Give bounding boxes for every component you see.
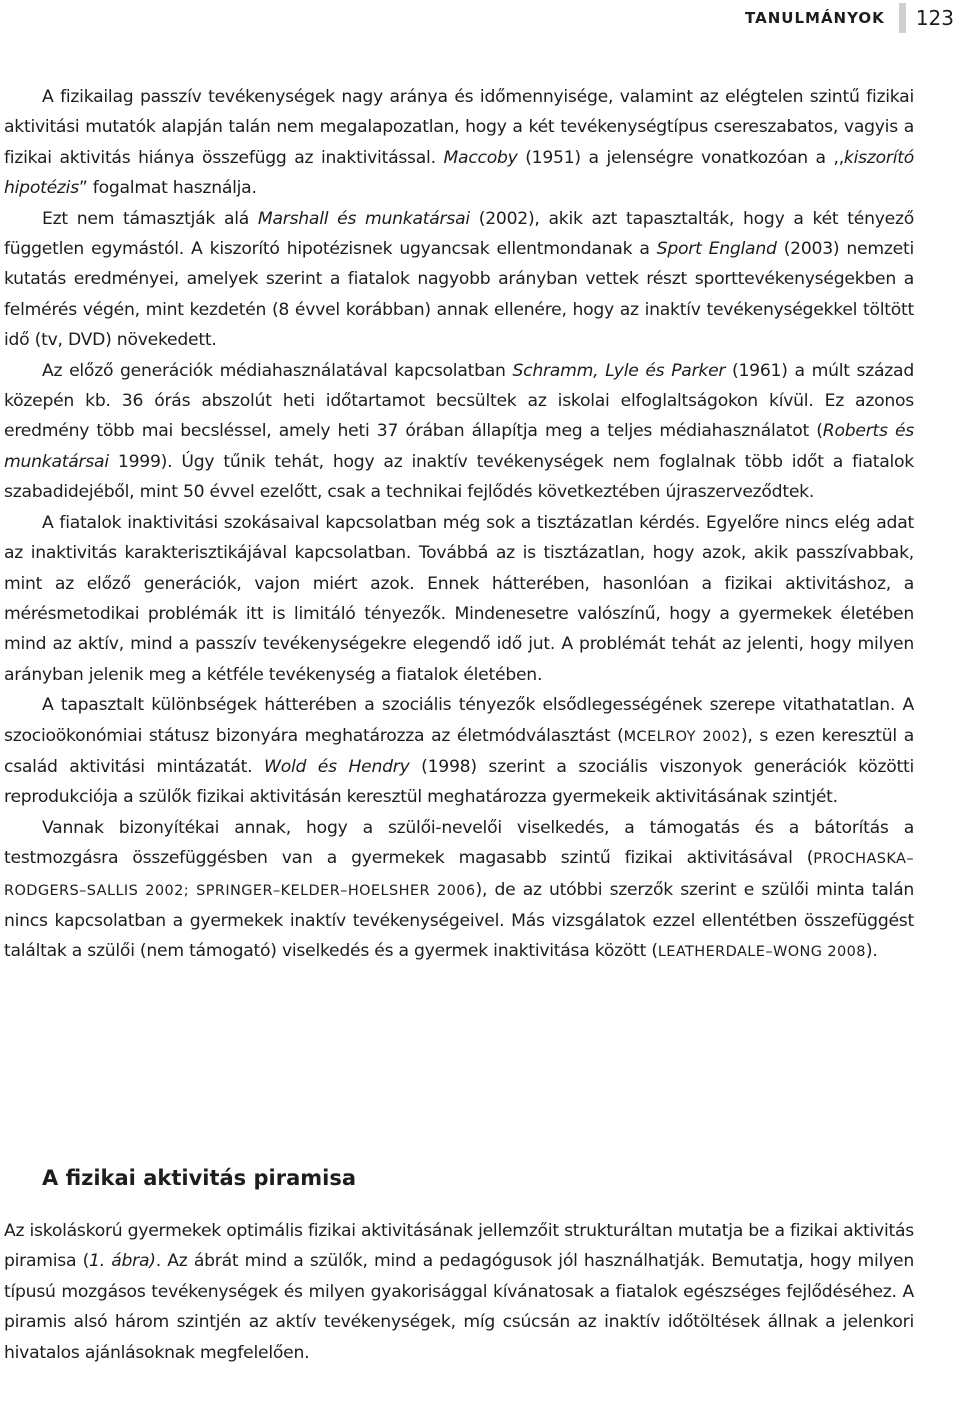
citation-author: Schramm, Lyle és Parker bbox=[512, 360, 726, 381]
header-divider bbox=[899, 3, 906, 33]
page-number: 123 bbox=[915, 6, 954, 30]
figure-reference: 1. ábra) bbox=[89, 1251, 156, 1272]
text: Ezt nem támasztják alá bbox=[42, 208, 258, 229]
citation: LEATHERDALE–WONG 2008 bbox=[657, 944, 866, 961]
text: (1961) a múlt század közepén kb. 36 órás abszolút heti időtartamot becsültek az iskolai elfoglaltságokon kívül. Ez azonos eredmény több mai becsléssel, amely heti 37 órában állapítja meg a teljes médiahasználatot ( bbox=[4, 360, 914, 442]
citation: PROCHASKA–RODGERS–SALLIS 2002; SPRINGER–KELDER–HOELSHER 2006 bbox=[4, 851, 914, 899]
text: 1999). Úgy tűnik tehát, hogy az inaktív tevékenységek nem foglalnak több időt a fiatalok szabadidejéből, mint 50 évvel ezelőtt, csak a technikai fejlődés következtében újraszerveződtek. bbox=[4, 451, 914, 503]
text: Az előző generációk médiahasználatával kapcsolatban bbox=[42, 360, 513, 381]
paragraph-2 bbox=[4, 204, 914, 356]
citation-author: Sport England bbox=[656, 239, 777, 260]
text: (1951) a jelenségre vonatkozóan a ,, bbox=[517, 147, 844, 168]
text: A tapasztalt különbségek hátterében a szociális tényezők elsődlegességének szerepe vitathatatlan. A szocioökonómiai státusz bizonyára meghatározza az életmódválasztást ( bbox=[4, 695, 914, 746]
section-body bbox=[4, 1216, 914, 1368]
article-body bbox=[4, 82, 914, 968]
section-title: TANULMÁNYOK bbox=[745, 9, 885, 27]
text: Vannak bizonyítékai annak, hogy a szülői-nevelői viselkedés, a támogatás és a bátorítás a testmozgásra összefüggésben van a gyermekek magasabb szintű fizikai aktivitásával ( bbox=[4, 817, 914, 869]
text: ), de az utóbbi szerzők szerint e szülői minta talán nincs kapcsolatban a gyermekek inaktív tevékenységeivel. Más vizsgálatok ezzel ellentétben összefüggést találtak a szülői (nem támogató) viselkedés és a gyermek inaktivitása között ( bbox=[4, 879, 915, 962]
citation-author: Wold és Hendry bbox=[263, 756, 410, 777]
text: (2003) nemzeti kutatás eredményei, amelyek szerint a fiatalok nagyobb arányban vettek részt sporttevékenységekben a felmérés végén, mint kezdetén (8 évvel korábban) annak ellenére, hogy az inaktív tevékenységekkel töltött idő (tv, DVD) növekedett. bbox=[4, 239, 914, 351]
term: kiszorító hipotézis bbox=[4, 147, 914, 199]
text: (1998) szerint a szociális viszonyok generációk közötti reprodukciója a szülők fizikai aktivitásán keresztül meghatározza gyermekeik aktivitásának szintjét. bbox=[4, 756, 914, 808]
text: A fizikailag passzív tevékenységek nagy aránya és időmennyisége, valamint az elégtelen szintű fizikai aktivitási mutatók alapján talán nem megalapozatlan, hogy a két tevékenységtípus csereszabatos, vagyis a fizikai aktivitás hiánya összefügg az inaktivitással. bbox=[4, 87, 914, 168]
text: ), s ezen keresztül a család aktivitási mintázatát. bbox=[4, 725, 914, 777]
text: A fiatalok inaktivitási szokásaival kapcsolatban még sok a tisztázatlan kérdés. Egyelőre nincs elég adat az inaktivitás karakterisztikájával kapcsolatban. Továbbá az is tisztázatlan, hogy azok, akik passzívabbak, mint az előző generációk, vajon miért azok. Ennek hátterében, hasonlóan a fizikai aktivitáshoz, a mérésmetodikai problémák itt is limitáló tényezők. Mindenesetre valószínű, hogy a gyermekek életében mind az aktív, mind a passzív tevékenységekre elegendő idő jut. A problémát tehát az jelenti, hogy milyen arányban jelenik meg a kétféle tevékenység a fiatalok életében. bbox=[4, 512, 914, 685]
text: . Az ábrát mind a szülők, mind a pedagógusok jól használhatják. Bemutatja, hogy milyen típusú mozgásos tevékenységek és milyen gyakorisággal kívánatosak a fiatalok egészséges fejlődéséhez. A piramis alsó három szintjén az aktív tevékenységek, míg csúcsán az inaktív időtöltések állnak a jelenkori hivatalos ajánlásoknak megfelelően. bbox=[4, 1251, 914, 1363]
citation-author: Roberts és munkatársai bbox=[4, 421, 914, 472]
citation-author: Marshall és munkatársai bbox=[257, 208, 470, 229]
paragraph-3 bbox=[4, 356, 914, 508]
section-heading: A fizikai aktivitás piramisa bbox=[42, 1166, 356, 1190]
paragraph-6 bbox=[4, 813, 914, 968]
paragraph-5 bbox=[4, 690, 914, 813]
paragraph-7 bbox=[4, 1216, 914, 1368]
citation: MCELROY 2002 bbox=[623, 728, 741, 745]
text: (2002), akik azt tapasztalták, hogy a két tényező független egymástól. A kiszorító hipotézisnek ugyancsak ellentmondanak a bbox=[4, 208, 914, 260]
text: Az iskoláskorú gyermekek optimális fizikai aktivitásának jellemzőit strukturáltan mutatja be a fizikai aktivitás piramisa ( bbox=[4, 1221, 914, 1272]
page-header bbox=[745, 0, 960, 36]
text: ” fogalmat használja. bbox=[78, 178, 257, 199]
text: ). bbox=[865, 941, 878, 962]
paragraph-1 bbox=[4, 82, 914, 204]
citation-author: Maccoby bbox=[443, 147, 518, 168]
paragraph-4 bbox=[4, 508, 914, 690]
